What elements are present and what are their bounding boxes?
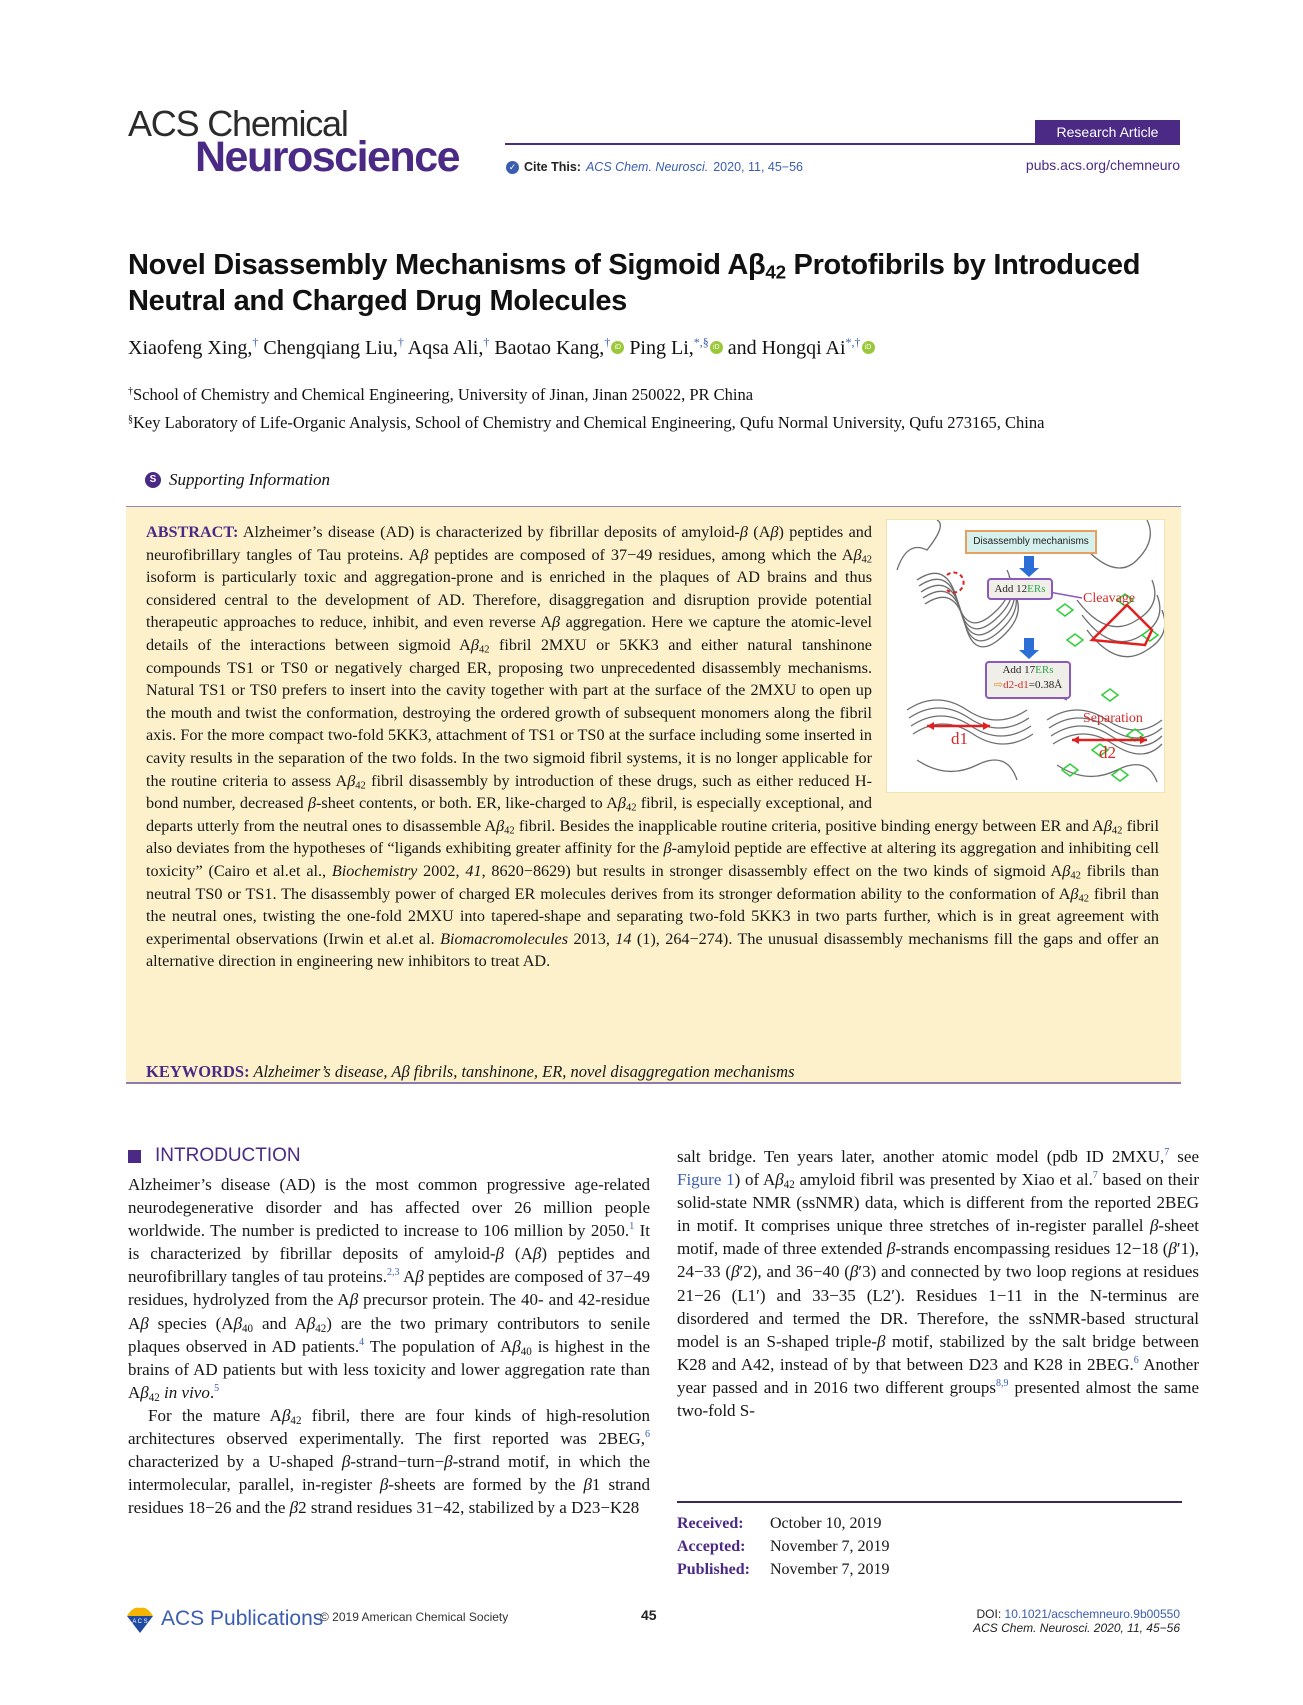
title-subscript: 42 [765,261,786,283]
dates-divider [677,1501,1182,1503]
doi-block [973,1607,1180,1635]
date-row-accepted [677,1535,890,1558]
date-row-published [677,1558,890,1581]
affiliation-mark: † [128,386,133,397]
journal-name-line2: Neuroscience [195,133,460,181]
author[interactable] [728,337,875,359]
arrow-right-icon: ⇨ [993,679,1004,691]
affiliation-mark: † [397,335,404,349]
author-name: Ping Li, [629,337,694,359]
author[interactable] [408,337,490,359]
title-part1: Novel Disassembly Mechanisms of Sigmoid Aβ [128,249,766,281]
date-value: November 7, 2019 [770,1561,890,1578]
orcid-icon[interactable]: iD [611,341,624,354]
date-label: Accepted: [677,1538,746,1555]
author-name: Chengqiang Liu, [263,337,398,359]
add-17-ers-bubble [985,661,1071,699]
introduction-text-left: Alzheimer’s disease (AD) is the most common progressive age-related neurodegenerative disorder and has affected over 26 million people worldwide. The number is predicted to increase to 106 million by 2050.$^1$ It is characterized by fibrillar deposits of amyloid-β (Aβ) peptides and neurofibrillary tangles of tau proteins.$^{2,3}$ Aβ peptides are composed of 37−49 residues, hydrolyzed from the Aβ precursor protein. The 40- and 42-residue Aβ species ($A\beta_{40}$ and $A\beta_{42}$) are the two primary contributors to senile plaques observed in AD patients.$^4$ The population of $A\beta_{40}$ is highest in the brains of AD patients but with less toxicity and lower aggregation rate than $A\beta_{42}$ in vivo.$^5$ For the mature $A\beta_{42}$ fibril, there are four kinds of high-resolution architectures observed experimentally. The first reported was 2BEG,$^6$ characterized by a U-shaped β-strand−turn−β-strand motif, in which the intermolecular, parallel, in-register β-sheets are formed by the β1 strand residues 18−26 and the β2 strand residues 31−42, stabilized by a D23−K28 [128,1175,651,1518]
page-number: 45 [641,1607,657,1623]
arrow-down-icon [1024,638,1034,652]
er-label: ERs [1027,583,1046,595]
keywords-label: KEYWORDS: [146,1062,250,1081]
distance-label: d2-d1 [1003,679,1029,691]
arrow-down-icon [1024,556,1034,570]
disassembly-mechanisms-label: Disassembly mechanisms [965,530,1097,554]
cite-this-link[interactable] [506,160,803,174]
journal-name-line1: ACS Chemical [128,103,348,144]
body-column-left [128,1145,650,1519]
svg-text:A C S: A C S [132,1619,148,1625]
author-name: and Hongqi Ai [727,337,846,359]
section-square-icon [128,1150,141,1163]
title-part2: Protofibrils by Introduced Neutral and Charged Drug Molecules [128,249,1141,317]
author-name: Aqsa Ali, [407,337,484,359]
distance-value: =0.38Å [1028,679,1063,691]
orcid-icon[interactable]: iD [710,341,723,354]
er-label: ERs [1035,664,1054,676]
supporting-info-label: Supporting Information [169,470,331,489]
date-row-received [677,1512,890,1535]
author[interactable] [629,337,722,359]
d1-label: d1 [951,729,968,748]
affiliation-text: Key Laboratory of Life-Organic Analysis, School of Chemistry and Chemical Engineering, Qufu Normal University, Qufu 273165, China [133,413,1045,432]
body-column-right [677,1145,1199,1422]
date-label: Published: [677,1561,750,1578]
abstract [146,521,1159,973]
section-heading-introduction [128,1145,650,1167]
acs-publications-logo[interactable] [125,1604,323,1634]
copyright: © 2019 American Chemical Society [320,1610,509,1624]
affiliation-mark: † [252,335,259,349]
date-value: November 7, 2019 [770,1538,890,1555]
affiliation-mark: *,§ [693,335,709,349]
date-value: October 10, 2019 [770,1515,882,1532]
cite-journal: ACS Chem. Neurosci. [585,160,709,174]
affiliation-mark: § [128,414,133,425]
section-title: INTRODUCTION [155,1145,301,1167]
doi-link[interactable]: 10.1021/acschemneuro.9b00550 [1004,1607,1180,1621]
abstract-text: Alzheimer’s disease (AD) is characterized by fibrillar deposits of amyloid-β (Aβ) peptides and neurofibrillary tangles of Tau proteins. Aβ peptides are composed of 37−49 residues, among which the $A\beta_{42}$ isoform is particularly toxic and aggregation-prone and is enriched in the plaques of AD brains and thus considered central to the development of AD. Therefore, disaggregation and disruption provide potential therapeutic approaches to reduce, inhibit, and even reverse Aβ aggregation. Here we capture the atomic-level details of the interactions between sigmoid $A\beta_{42}$ fibril 2MXU or 5KK3 and either natural tanshinone compounds TS1 or TS0 or negatively charged ER, proposing two unprecedented disassembly mechanisms. Natural TS1 or TS0 prefers to insert into the cavity together with part at the surface of the 2MXU to open up the mouth and twist the conformation, destroying the ordered growth of subsequent monomers along the fibril axis. For the more compact two-fold 5KK3, attachment of TS1 or TS0 at the surface including some inserted in cavity results in the separation of the two folds. In the two sigmoid fibril systems, it is no longer applicable for the routine criteria to assess $A\beta_{42}$ fibril disassembly by introduction of these drugs, such as either reduced H-bond number, decreased β-sheet contents, or both. ER, like-charged to $A\beta_{42}$ fibril, is especially exceptional, and departs utterly from the neutral ones to disassemble $A\beta_{42}$ fibril. Besides the inapplicable routine criteria, positive binding energy between ER and $A\beta_{42}$ fibril also deviates from the hypotheses of “ligands exhibiting greater affinity for the β-amyloid peptide are effective at altering its aggregation and inhibiting cell toxicity” (Cairo et al.et al., Biochemistry 2002, 41, 8620−8629) but results in stronger disassembly effect on the two kinds of sigmoid $A\beta_{42}$ fibrils than neutral TS0 or TS1. The disassembly power of charged ER molecules derives from its stronger deformation ability to the conformation of $A\beta_{42}$ fibril than the neutral ones, twisting the one-fold 2MXU into tapered-shape and separating two-fold 5KK3 in two parts further, which is in great agreement with experimental observations (Irwin et al.et al. Biomacromolecules 2013, 14 (1), 264−274). The unusual disassembly mechanisms fill the gaps and offer an alternative direction in engineering new inhibitors to treat AD. [146,523,1160,971]
bubble-text: Add 12 [994,583,1028,595]
cleavage-label: Cleavage [1083,591,1136,606]
toc-graphic[interactable] [886,519,1165,793]
bubble-text: Add 17 [1002,664,1036,676]
publication-dates [677,1512,890,1581]
affiliation-text: School of Chemistry and Chemical Engineering, University of Jinan, Jinan 250022, PR China [133,385,754,404]
date-label: Received: [677,1515,744,1532]
d2-label: d2 [1099,743,1116,762]
author[interactable] [128,337,258,359]
affiliation-mark: † [604,335,611,349]
acs-logo-icon [125,1604,155,1634]
supporting-info-icon: S [145,472,161,488]
article-type-badge: Research Article [1035,120,1180,144]
abstract-label: ABSTRACT: [146,523,239,541]
keywords-values: Alzheimer’s disease, Aβ fibrils, tanshinone, ER, novel disaggregation mechanisms [249,1062,795,1081]
author-name: Baotao Kang, [494,337,605,359]
affiliation-mark: † [483,335,490,349]
supporting-information-link[interactable] [145,470,330,490]
author-list [128,335,875,360]
keywords [146,1062,795,1082]
affiliation [128,381,1188,406]
author[interactable] [494,337,624,359]
affiliation [128,409,1188,434]
author[interactable] [263,337,403,359]
add-12-ers-bubble [987,578,1053,600]
separation-label: Separation [1083,711,1143,726]
introduction-text-right: salt bridge. Ten years later, another atomic model (pdb ID 2MXU,$^7$ see Figure 1) of $A\beta_{42}$ amyloid fibril was presented by Xiao et al.$^7$ based on their solid-state NMR (ssNMR) data, which is different from the reported 2BEG in motif. It comprises unique three stretches of in-register parallel β-sheet motif, made of three extended β-strands encompassing residues 12−18 (β′1), 24−33 (β′2), and 36−40 (β′3) and connected by two loop regions at residues 21−26 (L1′) and 33−35 (L2′). Residues 1−11 in the N-terminus are disordered and termed the DR. Therefore, the ssNMR-based structural model is an S-shaped triple-β motif, stabilized by the salt bridge between K28 and A42, instead of by that between D23 and K28 in 2BEG.$^6$ Another year passed and in 2016 two different groups$^{8,9}$ presented almost the same two-fold S- [677,1147,1200,1421]
doi-label: DOI: [976,1607,1002,1621]
check-icon: ✓ [506,161,519,174]
orcid-icon[interactable]: iD [862,341,875,354]
footer-citation: ACS Chem. Neurosci. 2020, 11, 45−56 [973,1621,1180,1635]
article-title [128,247,1188,319]
affiliation-mark: *,† [845,335,861,349]
cite-label: Cite This: [524,160,581,174]
cite-details: 2020, 11, 45−56 [713,160,804,174]
journal-site-link[interactable]: pubs.acs.org/chemneuro [1025,157,1180,173]
publisher-name: ACS Publications [161,1607,324,1630]
abstract-box [126,506,1181,1084]
author-name: Xiaofeng Xing, [128,337,253,359]
